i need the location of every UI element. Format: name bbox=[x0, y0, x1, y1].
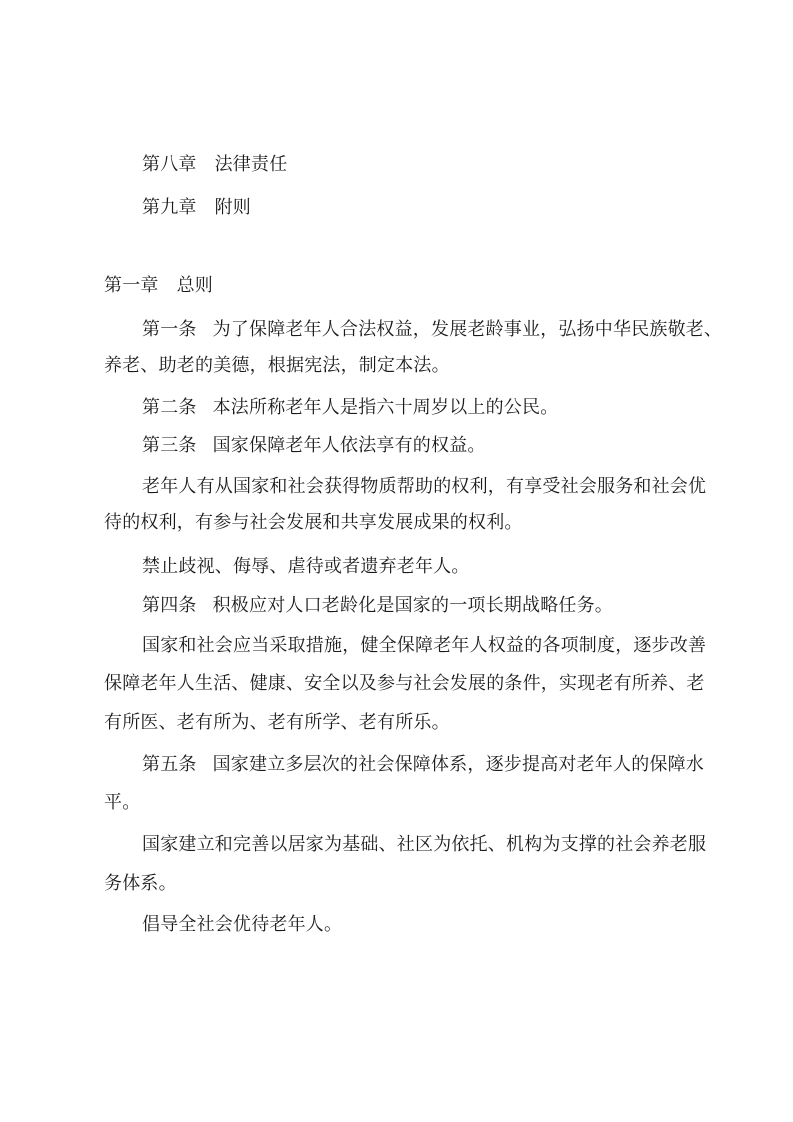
article-5-line-1 bbox=[142, 753, 705, 777]
paragraph-text: 国家保障老年人依法享有的权益。 bbox=[212, 435, 486, 456]
article-1-line-2 bbox=[104, 354, 696, 378]
article-label: 第三条 bbox=[142, 435, 197, 456]
paragraph-text: 积极应对人口老龄化是国家的一项长期战略任务。 bbox=[212, 595, 614, 616]
chapter-number: 第一章 bbox=[104, 275, 159, 296]
toc-chapter-title: 附则 bbox=[214, 197, 252, 218]
toc-chapter-number: 第八章 bbox=[142, 154, 197, 175]
paragraph-text: 本法所称老年人是指六十周岁以上的公民。 bbox=[212, 397, 559, 418]
paragraph-text: 保障老年人生活、健康、安全以及参与社会发展的条件，实现老有所养、老 bbox=[104, 673, 705, 694]
article-4-para-2-line-1 bbox=[142, 634, 707, 658]
paragraph-text: 国家建立和完善以居家为基础、社区为依托、机构为支撑的社会养老服 bbox=[142, 834, 707, 855]
article-5-line-2 bbox=[104, 791, 696, 815]
toc-chapter-title: 法律责任 bbox=[214, 154, 288, 175]
article-2-line-1 bbox=[142, 396, 696, 420]
paragraph-text: 老年人有从国家和社会获得物质帮助的权利，有享受社会服务和社会优 bbox=[142, 476, 707, 497]
article-3-para-2-line-1 bbox=[142, 475, 707, 499]
article-3-line-1 bbox=[142, 434, 696, 458]
article-label: 第四条 bbox=[142, 595, 197, 616]
chapter-title: 总则 bbox=[176, 275, 214, 296]
paragraph-text: 平。 bbox=[104, 792, 141, 813]
paragraph-text: 待的权利，有参与社会发展和共享发展成果的权利。 bbox=[104, 512, 523, 533]
article-5-para-2-line-2 bbox=[104, 872, 696, 896]
paragraph-text: 务体系。 bbox=[104, 873, 177, 894]
article-4-line-1 bbox=[142, 594, 696, 618]
article-1-line-1 bbox=[142, 318, 723, 342]
paragraph-text: 有所医、老有所为、老有所学、老有所乐。 bbox=[104, 712, 450, 733]
article-3-para-2-line-2 bbox=[104, 511, 696, 535]
article-5-para-3-line-1 bbox=[142, 913, 696, 937]
article-4-para-2-line-2 bbox=[104, 672, 705, 696]
paragraph-text: 禁止歧视、侮辱、虐待或者遗弃老年人。 bbox=[142, 556, 470, 577]
paragraph-text: 国家建立多层次的社会保障体系，逐步提高对老年人的保障水 bbox=[212, 754, 705, 775]
article-label: 第一条 bbox=[142, 319, 197, 340]
article-5-para-2-line-1 bbox=[142, 833, 707, 857]
article-label: 第二条 bbox=[142, 397, 197, 418]
paragraph-text: 为了保障老年人合法权益，发展老龄事业，弘扬中华民族敬老、 bbox=[212, 319, 723, 340]
toc-chapter-number: 第九章 bbox=[142, 197, 197, 218]
article-3-para-3-line-1 bbox=[142, 555, 696, 579]
toc-entry-chapter-8 bbox=[142, 153, 696, 177]
toc-entry-chapter-9 bbox=[142, 196, 696, 220]
paragraph-text: 倡导全社会优待老年人。 bbox=[142, 914, 343, 935]
paragraph-text: 养老、助老的美德，根据宪法，制定本法。 bbox=[104, 355, 450, 376]
chapter-heading bbox=[104, 274, 696, 298]
paragraph-text: 国家和社会应当采取措施，健全保障老年人权益的各项制度，逐步改善 bbox=[142, 635, 707, 656]
article-4-para-2-line-3 bbox=[104, 711, 696, 735]
article-label: 第五条 bbox=[142, 754, 197, 775]
